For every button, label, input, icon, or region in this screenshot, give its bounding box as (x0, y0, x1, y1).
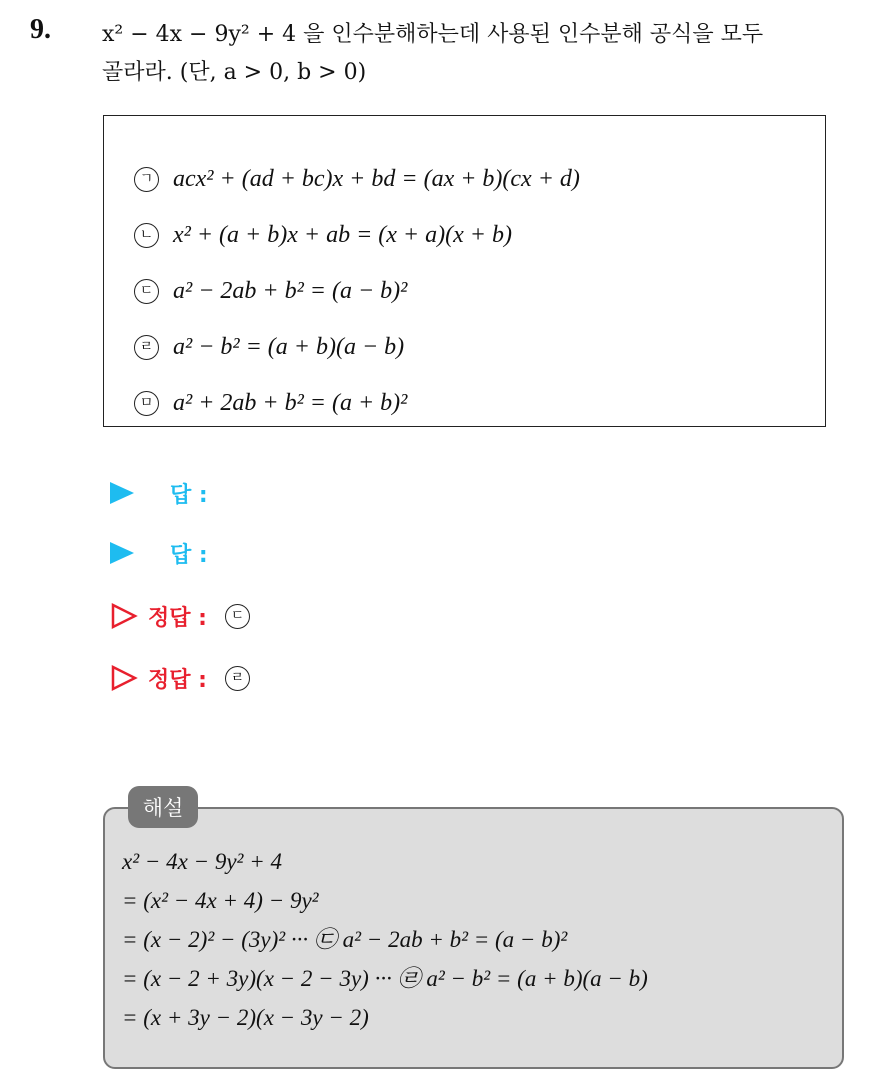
choice-item (134, 263, 580, 319)
choice-mark: ㄷ (225, 604, 250, 629)
choice-formula: a² − b² = (a + b)(a − b) (173, 333, 405, 360)
choice-item (134, 319, 580, 375)
question-number: 9. (30, 14, 51, 45)
answer-blank-row (110, 533, 208, 573)
answer-label: 답 : (170, 542, 208, 568)
choice-formula: a² + 2ab + b² = (a + b)² (173, 389, 408, 416)
correct-answer-row (110, 658, 250, 698)
choice-mark: ㄹ (134, 335, 159, 360)
answer-blank-row (110, 473, 208, 513)
correct-answer-label: 정답 : (148, 667, 207, 693)
outline-triangle-icon (110, 664, 138, 692)
explanation-title: 해설 (128, 786, 198, 828)
choice-item (134, 207, 580, 263)
play-triangle-icon (110, 482, 134, 504)
choice-formula: a² − 2ab + b² = (a − b)² (173, 277, 408, 304)
question-line-1: x² − 4x − 9y² + 4 을 인수분해하는데 사용된 인수분해 공식을 모두 (102, 22, 764, 47)
explanation-line: = (x − 2)² − (3y)² ··· ㉢ a² − 2ab + b² = (a − b)² (122, 927, 568, 952)
choice-item (134, 151, 580, 207)
choice-mark: ㄴ (134, 223, 159, 248)
question-line-2: 골라라. (단, a > 0, b > 0) (102, 60, 367, 85)
correct-answer-value (225, 604, 250, 629)
choice-formula: x² + (a + b)x + ab = (x + a)(x + b) (173, 221, 512, 248)
correct-answer-row (110, 596, 250, 636)
explanation-line: = (x − 2 + 3y)(x − 2 − 3y) ··· ㉣ a² − b² = (a + b)(a − b) (122, 966, 648, 991)
outline-triangle-icon (110, 602, 138, 630)
correct-answer-value (225, 666, 250, 691)
explanation-lines (122, 845, 648, 1040)
explanation-line: = (x² − 4x + 4) − 9y² (122, 888, 319, 913)
choice-formula: acx² + (ad + bc)x + bd = (ax + b)(cx + d) (173, 165, 580, 192)
answer-label: 답 : (170, 482, 208, 508)
choice-item (134, 375, 580, 431)
choice-mark: ㄱ (134, 167, 159, 192)
choice-mark: ㄷ (134, 279, 159, 304)
explanation-line: x² − 4x − 9y² + 4 (122, 849, 282, 874)
choice-mark: ㄹ (225, 666, 250, 691)
play-triangle-icon (110, 542, 134, 564)
explanation-line: = (x + 3y − 2)(x − 3y − 2) (122, 1005, 369, 1030)
question-text (102, 16, 872, 92)
choice-mark: ㅁ (134, 391, 159, 416)
choice-list (134, 151, 580, 431)
choices-box (103, 115, 826, 427)
correct-answer-label: 정답 : (148, 605, 207, 631)
